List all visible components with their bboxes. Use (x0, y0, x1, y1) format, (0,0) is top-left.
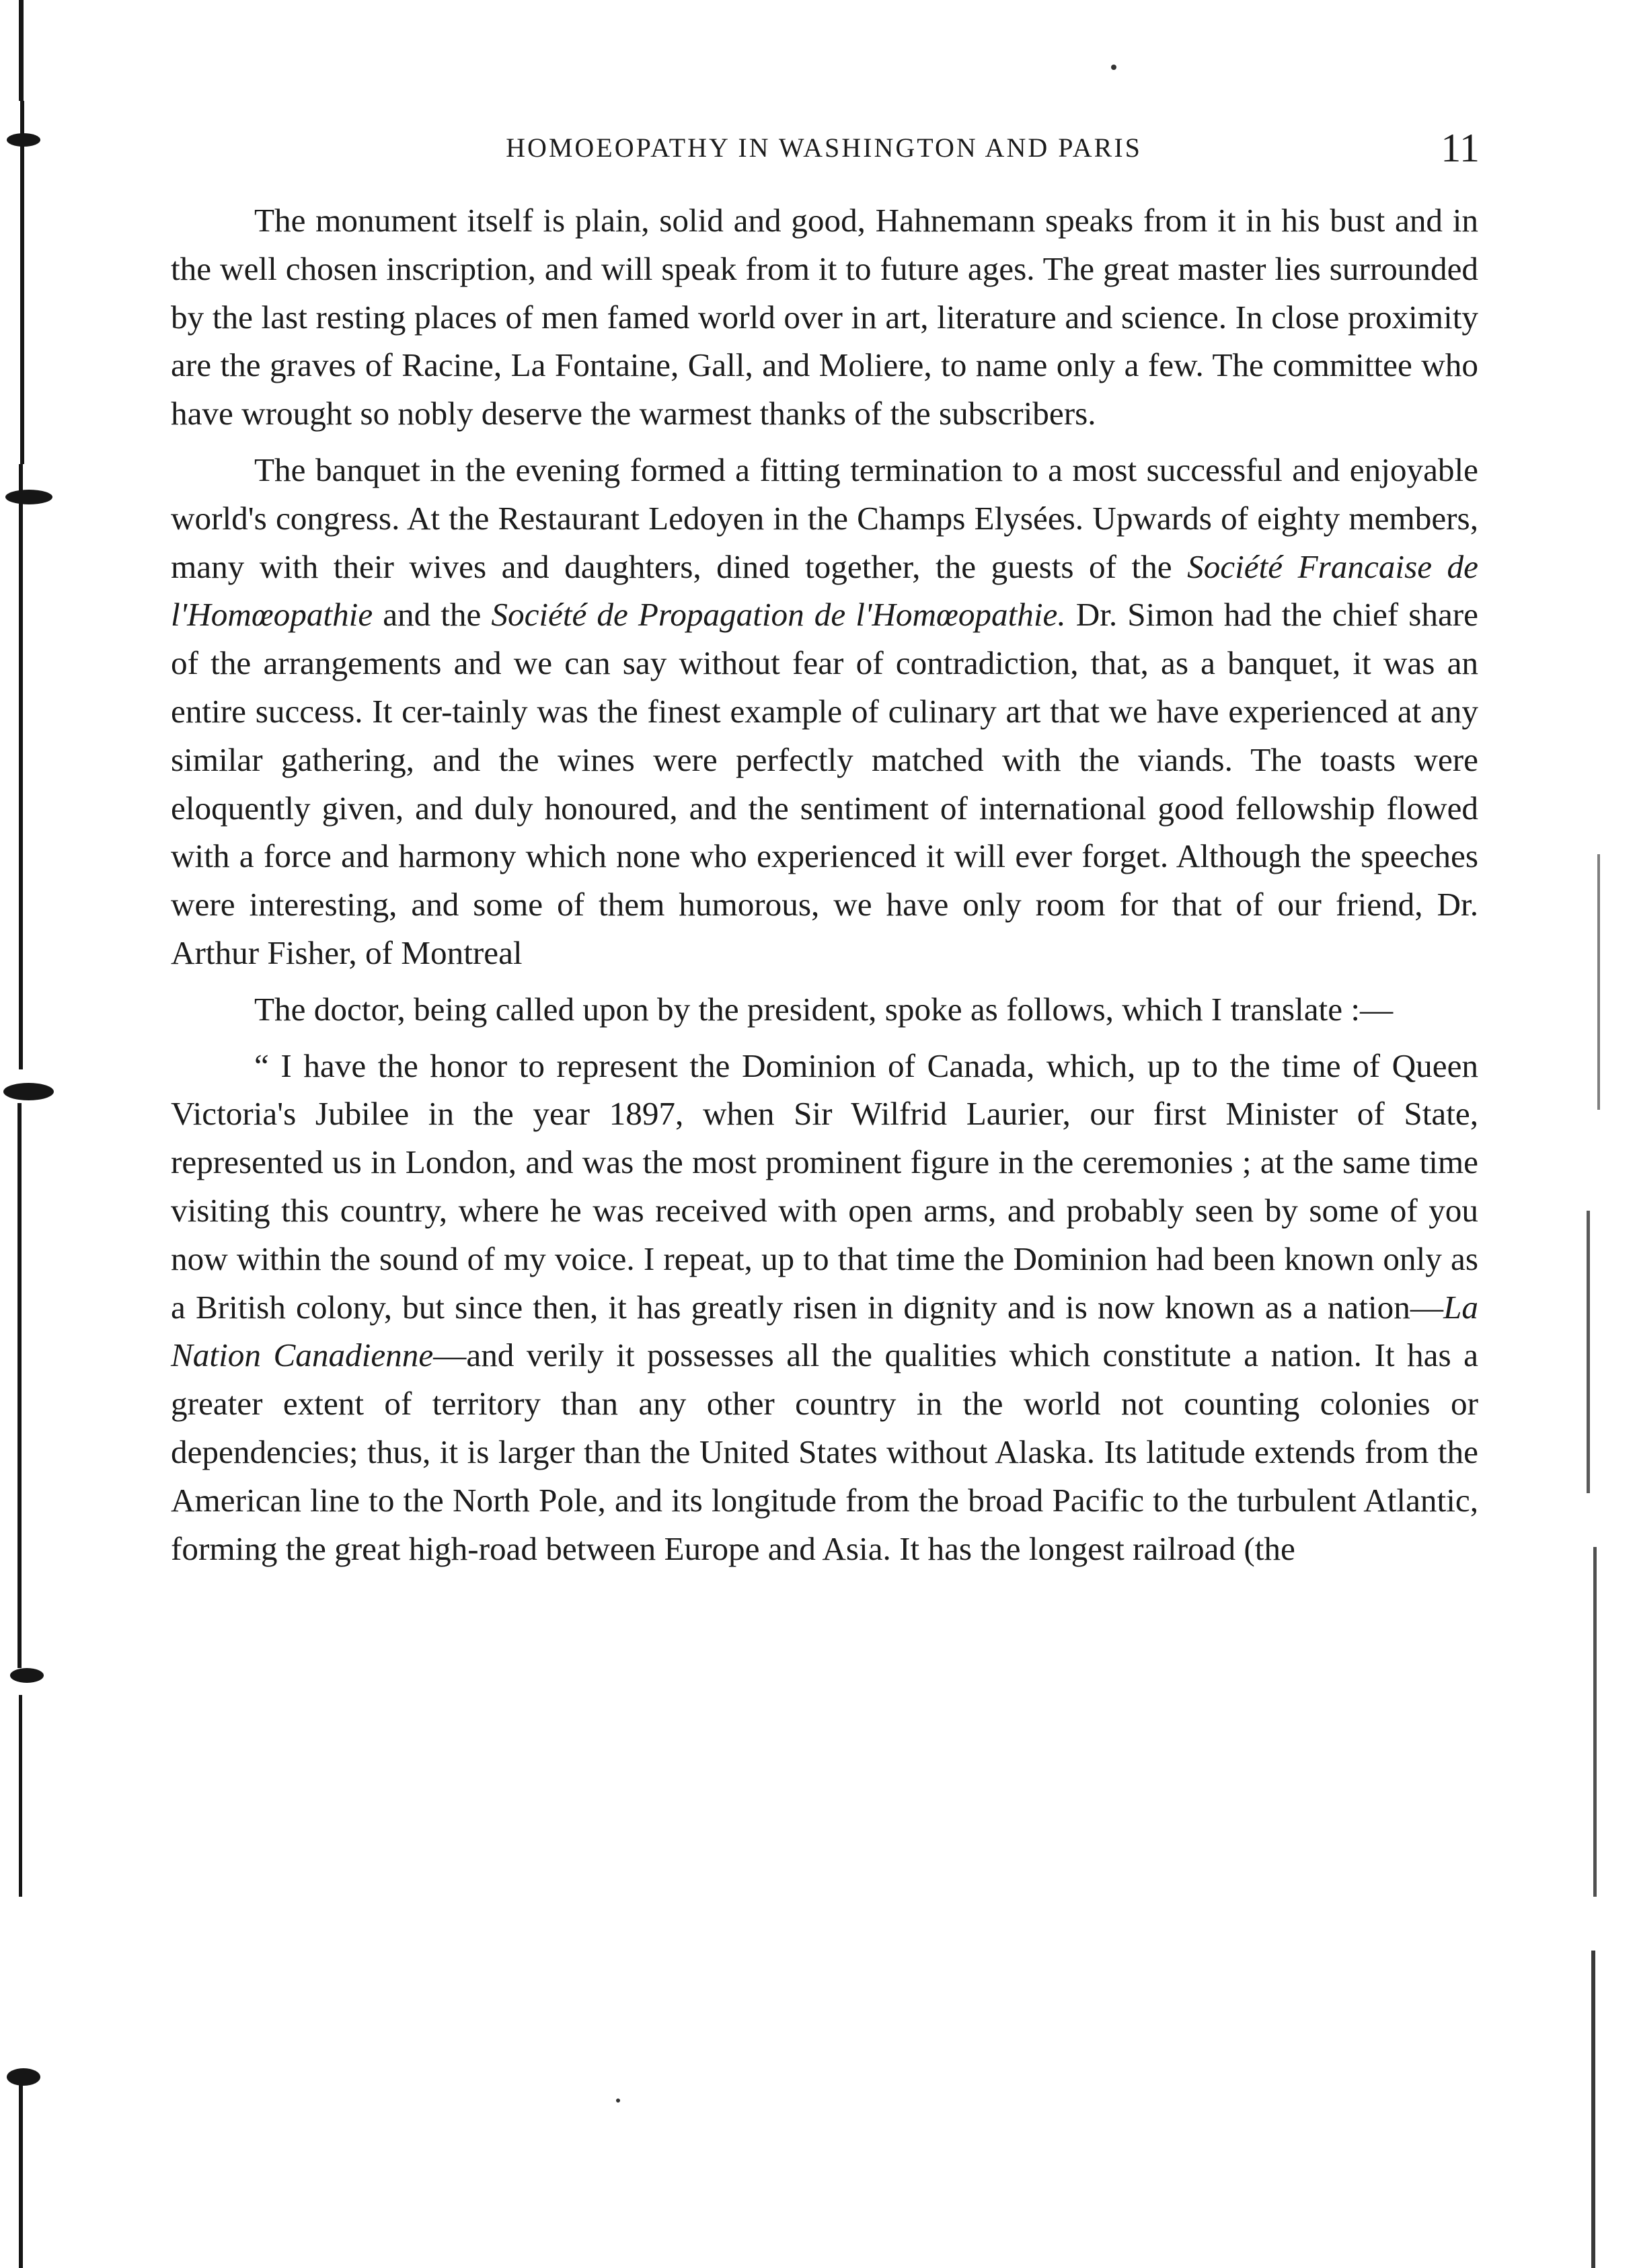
text-segment: Dr. Simon had the chief share of the arrangements and we can say without fear of contradiction, that, as a banquet, it was an entire success. It cer-tainly was the finest example of culinary art that we have experienced at any similar gathering, and the wines were perfectly matched with the viands. The toasts were eloquently given, and duly honoured, and the sentiment of international good fellowship flowed with a force and harmony which none who experienced it will ever forget. Although the speeches were interesting, and some of them humorous, we have only room for that of our friend, Dr. Arthur Fisher, of Montreal (171, 596, 1478, 971)
italic-segment: La Nation Canadienne (171, 1288, 1478, 1374)
text-segment: and the (373, 596, 492, 634)
paragraph (171, 446, 1478, 977)
ink-speck (1111, 65, 1116, 70)
italic-segment: Société de Propagation de l'Homœopathie. (491, 596, 1066, 634)
ink-speck (616, 2099, 620, 2103)
running-title: HOMOEOPATHY IN WASHINGTON AND PARIS (506, 133, 1142, 163)
text-segment: The doctor, being called upon by the president, spoke as follows, which I translate :— (254, 990, 1394, 1028)
italic-segment: Société Francaise de l'Homœopathie (171, 547, 1478, 634)
text-segment: —and verily it possesses all the qualities which constitute a nation. It has a greater extent of territory than any other country in the world not counting colonies or dependencies; thus, it is larger than the United States without Alaska. Its latitude extends from the American line to the North Pole, and its longitude from the broad Pacific to the turbulent Atlantic, forming the great high-road between Europe and Asia. It has the longest railroad (the (171, 1336, 1478, 1567)
page-number: 11 (1441, 126, 1480, 170)
paragraph (171, 985, 1478, 1034)
text-segment: “ I have the honor to represent the Dominion of Canada, which, up to the time of Queen Victoria's Jubilee in the year 1897, when Sir Wilfrid Laurier, our first Minister of State, represented us in London, and was the most prominent figure in the ceremonies ; at the same time visiting this country, where he was received with open arms, and probably seen by some of you now within the sound of my voice. I repeat, up to that time the Dominion had been known only as a British colony, but since then, it has greatly risen in dignity and is now known as a nation— (171, 1047, 1478, 1326)
right-margin-scan-artifact (1543, 0, 1637, 2268)
left-margin-scan-artifact (0, 0, 81, 2268)
text-segment: The monument itself is plain, solid and good, Hahnemann speaks from it in his bust and in the well chosen inscription, and will speak from it to future ages. The great master lies surrounded by the last resting places of men famed world over in art, literature and science. In close proximity are the graves of Racine, La Fontaine, Gall, and Moliere, to name only a few. The committee who have wrought so nobly deserve the warmest thanks of the subscribers. (171, 202, 1478, 432)
body-text (171, 196, 1478, 1581)
text-segment: The banquet in the evening formed a fitting termination to a most successful and enjoyable world's congress. At the Restaurant Ledoyen in the Champs Elysées. Upwards of eighty members, many with their wives and daughters, dined together, the guests of the (171, 451, 1478, 585)
paragraph (171, 1042, 1478, 1573)
paragraph (171, 196, 1478, 438)
running-head (168, 125, 1480, 179)
